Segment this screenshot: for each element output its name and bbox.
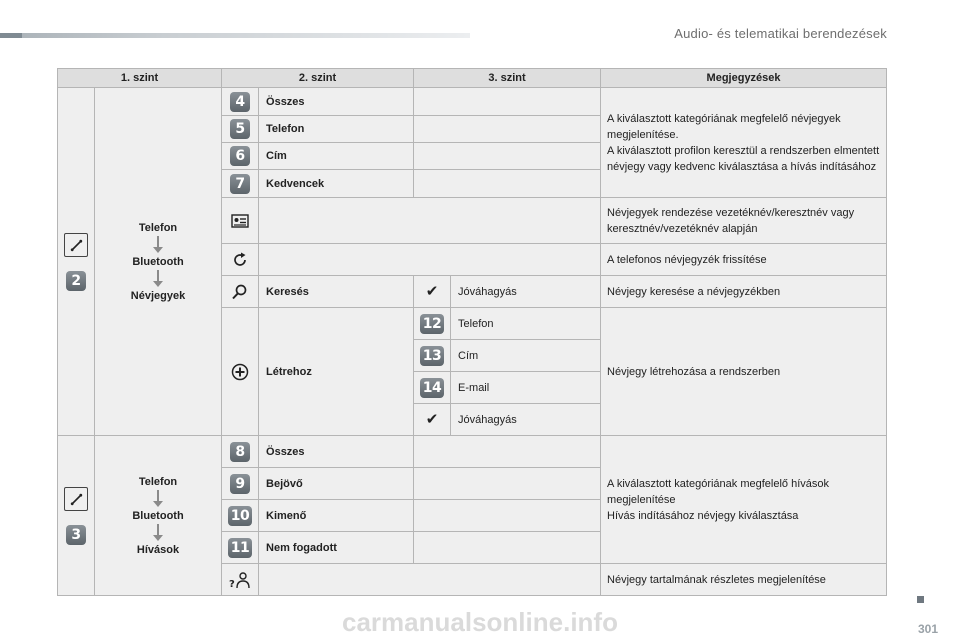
option-letrehoz: Létrehoz	[259, 308, 414, 436]
arrow-down-icon	[153, 490, 163, 508]
step-badge-7: 7	[230, 174, 250, 194]
header-decoration-bar	[0, 33, 470, 38]
option-l3-jovahagyas: Jóváhagyás	[451, 404, 601, 436]
plus-circle-icon	[231, 363, 249, 381]
path-step-telefon: Telefon	[138, 475, 178, 488]
option-bejovo: Bejövő	[259, 468, 414, 500]
header-notes: Megjegyzések	[601, 69, 887, 88]
path-step-bluetooth: Bluetooth	[132, 255, 184, 268]
option-l3-telefon: Telefon	[451, 308, 601, 340]
step-badge-14: 14	[420, 378, 444, 398]
footer-marker	[917, 596, 924, 603]
refresh-icon	[231, 251, 249, 269]
table-header-row	[58, 69, 887, 88]
option-osszes: Összes	[259, 88, 414, 116]
option-kedvencek: Kedvencek	[259, 170, 414, 198]
step-badge-8: 8	[230, 442, 250, 462]
arrow-down-icon	[153, 524, 163, 542]
contact-details-icon	[229, 571, 251, 589]
option-osszes-calls: Összes	[259, 436, 414, 468]
navigation-path	[95, 88, 222, 436]
option-l3-email: E-mail	[451, 372, 601, 404]
svg-text:?: ?	[229, 578, 235, 589]
arrow-down-icon	[153, 270, 163, 288]
header-level3: 3. szint	[414, 69, 601, 88]
table-row	[58, 88, 887, 116]
note-create-contact: Névjegy létrehozása a rendszerben	[601, 308, 887, 436]
note-search: Névjegy keresése a névjegyzékben	[601, 276, 887, 308]
option-kimeno: Kimenő	[259, 500, 414, 532]
arrow-down-icon	[153, 236, 163, 254]
step-badge-3: 3	[66, 525, 86, 545]
step-badge-12: 12	[420, 314, 444, 334]
step-badge-10: 10	[228, 506, 252, 526]
menu-structure-table	[57, 68, 887, 596]
level1-cell	[58, 88, 95, 436]
note-contact-details: Névjegy tartalmának részletes megjelenítése	[601, 564, 887, 596]
option-jovahagyas: Jóváhagyás	[451, 276, 601, 308]
step-badge-11: 11	[228, 538, 252, 558]
search-icon	[231, 283, 249, 301]
page-title: Audio- és telematikai berendezések	[674, 26, 887, 41]
note-display-contacts: A kiválasztott kategóriának megfelelő névjegyek megjelenítése. A kiválasztott profilon keresztül a rendszerben elmentett névjegy vagy kedvenc kiválasztása a hívás indításához	[601, 88, 887, 198]
step-badge-5: 5	[230, 119, 250, 139]
step-badge-6: 6	[230, 146, 250, 166]
path-step-bluetooth: Bluetooth	[132, 509, 184, 522]
level1-cell	[58, 436, 95, 596]
note-sort-contacts: Névjegyek rendezése vezetéknév/keresztnév vagy keresztnév/vezetéknév alapján	[601, 198, 887, 244]
check-icon: ✔	[425, 409, 439, 428]
watermark: carmanualsonline.info	[342, 607, 618, 637]
header-level2: 2. szint	[222, 69, 414, 88]
path-step-telefon: Telefon	[138, 221, 178, 234]
option-l3-cim: Cím	[451, 340, 601, 372]
note-refresh: A telefonos névjegyzék frissítése	[601, 244, 887, 276]
table-row	[58, 436, 887, 468]
step-badge-4: 4	[230, 92, 250, 112]
contact-card-icon	[231, 214, 249, 228]
page-number: 301	[917, 622, 938, 636]
step-badge-2: 2	[66, 271, 86, 291]
path-step-hivasok: Hívások	[136, 543, 180, 556]
option-nem-fogadott: Nem fogadott	[259, 532, 414, 564]
note-display-calls: A kiválasztott kategóriának megfelelő hívások megjelenítése Hívás indításához névjegy kiválasztása	[601, 436, 887, 564]
phone-handset-icon	[64, 233, 88, 257]
header-bar-accent	[0, 33, 22, 38]
option-cim: Cím	[259, 143, 414, 170]
navigation-path	[95, 436, 222, 596]
step-badge-13: 13	[420, 346, 444, 366]
phone-handset-icon	[64, 487, 88, 511]
option-kereses: Keresés	[259, 276, 414, 308]
check-icon: ✔	[425, 281, 439, 300]
header-level1: 1. szint	[58, 69, 222, 88]
step-badge-9: 9	[230, 474, 250, 494]
path-step-nevjegyek: Névjegyek	[130, 289, 186, 302]
option-telefon: Telefon	[259, 116, 414, 143]
